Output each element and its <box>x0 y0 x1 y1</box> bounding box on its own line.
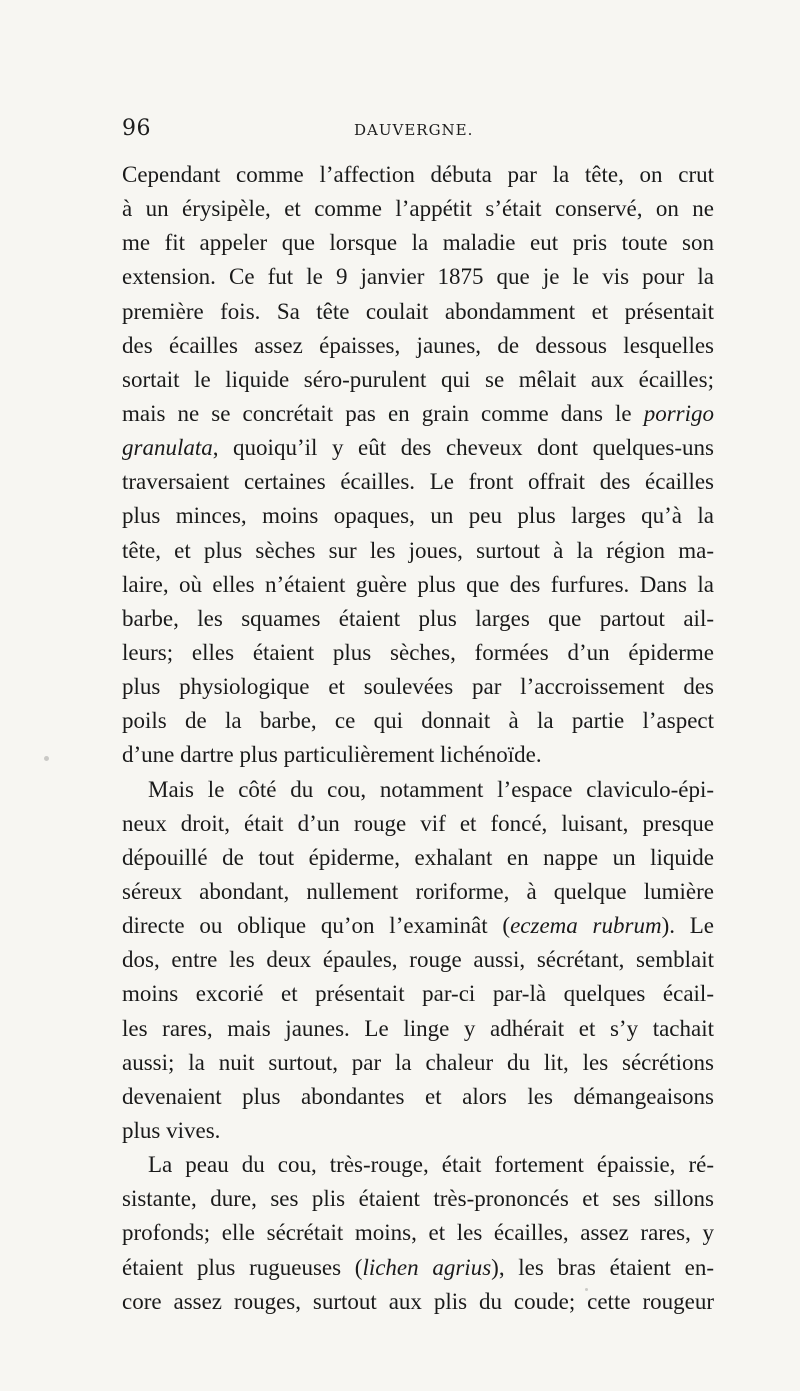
text-line: mais ne se concrétait pas en grain comme dans le porrigo <box>122 400 714 426</box>
text-line: à un érysipèle, et comme l’appétit s’était conservé, on ne <box>122 196 714 222</box>
text-line: les rares, mais jaunes. Le linge y adhérait et s’y tachait <box>122 1015 714 1041</box>
text-line: traversaient certaines écailles. Le front offrait des écailles <box>122 469 714 495</box>
text-line: des écailles assez épaisses, jaunes, de dessous lesquelles <box>122 332 714 358</box>
text-line: tête, et plus sèches sur les joues, surtout à la région ma- <box>122 537 714 563</box>
text-line: aussi; la nuit surtout, par la chaleur du lit, les sécrétions <box>122 1049 714 1075</box>
text-line: La peau du cou, très-rouge, était fortement épaissie, ré- <box>148 1152 714 1178</box>
text-line: leurs; elles étaient plus sèches, formées d’un épiderme <box>122 639 714 665</box>
text-line: séreux abondant, nullement roriforme, à quelque lumière <box>122 878 714 904</box>
text-line: me fit appeler que lorsque la maladie eut pris toute son <box>122 230 714 256</box>
page-number: 96 <box>122 116 151 141</box>
text-line: dépouillé de tout épiderme, exhalant en nappe un liquide <box>122 844 714 870</box>
text-line: plus physiologique et soulevées par l’accroissement des <box>122 674 714 700</box>
text-line: devenaient plus abondantes et alors les démangeaisons <box>122 1083 714 1109</box>
text-line: directe ou oblique qu’on l’examinât (eczema rubrum). Le <box>122 913 715 939</box>
page-header <box>122 116 712 146</box>
running-head: DAUVERGNE. <box>354 121 474 139</box>
text-line: étaient plus rugueuses (lichen agrius), les bras étaient en- <box>122 1254 714 1280</box>
text-line: extension. Ce fut le 9 janvier 1875 que je le vis pour la <box>122 264 714 290</box>
text-line: plus vives. <box>122 1117 221 1143</box>
text-line: Cependant comme l’affection débuta par la tête, on crut <box>122 162 714 187</box>
text-line: laire, où elles n’étaient guère plus que des furfures. Dans la <box>122 571 714 597</box>
text-line: poils de la barbe, ce qui donnait à la partie l’aspect <box>122 708 714 734</box>
text-line: neux droit, était d’un rouge vif et foncé, luisant, presque <box>122 810 714 836</box>
text-line: granulata, quoiqu’il y eût des cheveux dont quelques-uns <box>122 435 714 461</box>
body-text <box>122 158 714 1319</box>
text-line: core assez rouges, surtout aux plis du coude; cette rougeur <box>122 1288 714 1314</box>
text-line: profonds; elle sécrétait moins, et les écailles, assez rares, y <box>122 1220 714 1246</box>
text-line: dos, entre les deux épaules, rouge aussi, sécrétant, semblait <box>122 947 714 973</box>
text-line: sistante, dure, ses plis étaient très-prononcés et ses sillons <box>122 1186 714 1212</box>
text-line: barbe, les squames étaient plus larges que partout ail- <box>122 605 714 631</box>
text-line: Mais le côté du cou, notamment l’espace claviculo-épi- <box>148 776 714 802</box>
paper-spot <box>585 1288 588 1291</box>
text-line: d’une dartre plus particulièrement lichénoïde. <box>122 742 542 768</box>
paper-spot <box>44 756 49 761</box>
text-line: sortait le liquide séro-purulent qui se mêlait aux écailles; <box>122 366 714 392</box>
text-line: première fois. Sa tête coulait abondamment et présentait <box>122 298 714 324</box>
text-line: moins excorié et présentait par-ci par-là quelques écail- <box>122 981 714 1007</box>
text-line: plus minces, moins opaques, un peu plus larges qu’à la <box>122 503 714 529</box>
